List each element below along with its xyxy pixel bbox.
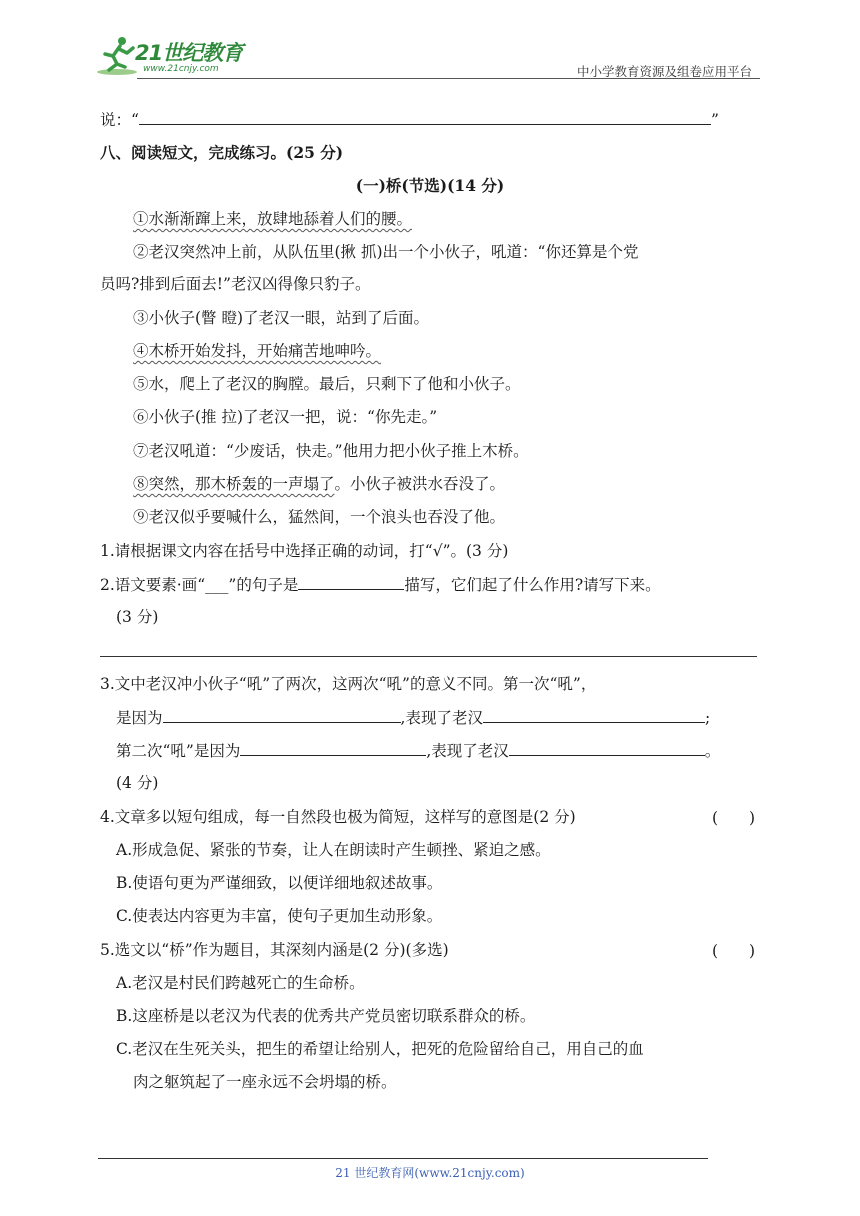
q5-option-b: B.这座桥是以老汉为代表的优秀共产党员密切联系群众的桥。 (116, 1007, 536, 1025)
platform-name: 中小学教育资源及组卷应用平台 (576, 64, 752, 79)
paragraph-8: ⑧突然，那木桥轰的一声塌了。小伙子被洪水吞没了。 (133, 475, 506, 493)
q3-blank-1 (163, 706, 401, 723)
q2-blank (298, 573, 404, 590)
quote-open: 说：“ (100, 111, 139, 129)
question-3-line-3: 第二次“吼”是因为 ,表现了老汉 。 (116, 739, 720, 762)
logo-text: 21世纪教育 (135, 41, 243, 65)
passage-title: (一)桥(节选)(14 分) (355, 176, 505, 195)
question-3-line-2: 是因为 ,表现了老汉 ; (116, 706, 710, 729)
quote-close: ” (710, 111, 719, 129)
paragraph-9: ⑨老汉似乎要喊什么，猛然间，一个浪头也吞没了他。 (133, 508, 506, 526)
paragraph-1: ①水渐渐蹿上来，放肆地舔着人们的腰。 (133, 210, 413, 228)
paragraph-5: ⑤水，爬上了老汉的胸膛。最后，只剩下了他和小伙子。 (133, 375, 521, 393)
question-3-line-1: 3.文中老汉冲小伙子“吼”了两次，这两次“吼”的意义不同。第一次“吼”， (100, 675, 597, 693)
page-footer: 21 世纪教育网(www.21cnjy.com) (335, 1166, 525, 1180)
paragraph-2-line-2: 员吗?排到后面去!”老汉凶得像只豹子。 (100, 275, 371, 293)
q4-option-c: C.使表达内容更为丰富，使句子更加生动形象。 (116, 907, 443, 925)
q2-answer-line (100, 656, 757, 657)
site-logo (95, 34, 265, 78)
question-4: 4.文章多以短句组成，每一自然段也极为简短，这样写的意图是(2 分) (100, 808, 576, 826)
section-title: 八、阅读短文，完成练习。(25 分) (100, 143, 344, 162)
q3-blank-4 (509, 739, 705, 756)
paragraph-6: ⑥小伙子(推 拉)了老汉一把，说：“你先走。” (133, 408, 438, 426)
footer-divider (98, 1158, 708, 1159)
question-3-score: (4 分) (116, 774, 159, 792)
answer-line-top (100, 108, 719, 131)
q4-answer-paren[interactable]: ( ) (712, 809, 756, 827)
paragraph-7: ⑦老汉吼道：“少废话，快走。”他用力把小伙子推上木桥。 (133, 442, 529, 460)
q5-answer-paren[interactable]: ( ) (712, 942, 756, 960)
q4-option-b: B.使语句更为严谨细致，以便详细地叙述故事。 (116, 874, 443, 892)
runner-icon (95, 34, 139, 78)
q5-option-c: C.老汉在生死关头，把生的希望让给别人，把死的危险留给自己，用自己的血 (116, 1040, 644, 1058)
q5-option-c-continued: 肉之躯筑起了一座永远不会坍塌的桥。 (133, 1073, 397, 1091)
paragraph-3: ③小伙子(瞥 瞪)了老汉一眼，站到了后面。 (133, 309, 430, 327)
page-header (95, 30, 760, 80)
question-2: 2.语文要素·画“___”的句子是 描写，它们起了什么作用?请写下来。 (100, 573, 661, 596)
q4-option-a: A.形成急促、紧张的节奏，让人在朗读时产生顿挫、紧迫之感。 (116, 841, 551, 859)
q3-blank-3 (240, 739, 426, 756)
q3-blank-2 (483, 706, 705, 723)
logo-url: www.21cnjy.com (143, 64, 219, 74)
question-2-score: (3 分) (116, 608, 159, 626)
question-5: 5.选文以“桥”作为题目，其深刻内涵是(2 分)(多选) (100, 941, 449, 959)
answer-blank (139, 108, 711, 125)
header-divider (137, 78, 760, 79)
paragraph-4: ④木桥开始发抖，开始痛苦地呻吟。 (133, 342, 382, 360)
question-1: 1.请根据课文内容在括号中选择正确的动词，打“√”。(3 分) (100, 542, 509, 560)
paragraph-2-line-1: ②老汉突然冲上前，从队伍里(揪 抓)出一个小伙子，吼道：“你还算是个党 (133, 243, 639, 261)
q5-option-a: A.老汉是村民们跨越死亡的生命桥。 (116, 974, 365, 992)
